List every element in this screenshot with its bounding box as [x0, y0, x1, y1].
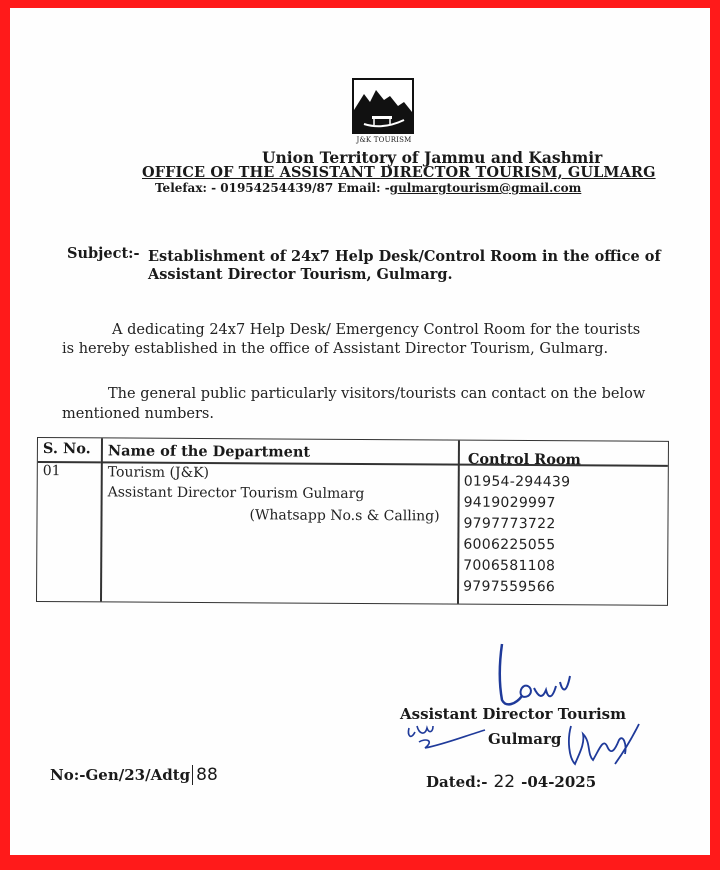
territory-heading: Union Territory of Jammu and Kashmir [262, 148, 603, 167]
phone-number[interactable]: 01954-294439 [463, 473, 571, 491]
paragraph-2-line-1: The general public particularly visitors/tourists can contact on the below [108, 386, 646, 402]
phone-number[interactable]: 9419029997 [463, 494, 556, 512]
dated-day: 22 [493, 772, 516, 792]
contact-line [155, 181, 581, 195]
reference-number [50, 765, 218, 785]
phone-number[interactable]: 9797773722 [463, 515, 556, 533]
signatory-place: Gulmarg [488, 730, 562, 748]
paragraph-1-line-1: A dedicating 24x7 Help Desk/ Emergency Control Room for the tourists [112, 322, 641, 338]
mountain-boat-icon [352, 78, 414, 134]
phone-number[interactable]: 7006581108 [463, 557, 556, 575]
phone-number[interactable]: 9797559566 [463, 578, 556, 596]
document-page [10, 8, 710, 855]
dated-label: Dated:- [426, 773, 488, 791]
subject-label: Subject:- [67, 245, 140, 262]
signatory-title: Assistant Director Tourism [400, 705, 626, 723]
header-department: Name of the Department [107, 442, 311, 461]
subject-text: Establishment of 24x7 Help Desk/Control Room in the office of Assistant Director Tourism, Gulmarg. [148, 248, 661, 283]
phone-number[interactable]: 6006225055 [463, 536, 556, 554]
row-department-line-2: Assistant Director Tourism Gulmarg [107, 484, 365, 503]
jk-tourism-logo [352, 78, 416, 144]
dated-line [426, 772, 596, 792]
contact-table [36, 437, 669, 606]
office-heading: OFFICE OF THE ASSISTANT DIRECTOR TOURISM, GULMARG [142, 164, 656, 181]
header-sno: S. No. [42, 440, 91, 458]
reference-prefix: No:-Gen/23/Adtg [50, 766, 191, 784]
dated-month-year: -04-2025 [521, 773, 597, 791]
row-sno: 01 [42, 463, 61, 480]
header-control-room: Control Room [467, 450, 581, 469]
reference-handwritten-number: 88 [192, 765, 218, 785]
email-link[interactable]: gulmargtourism@gmail.com [389, 181, 582, 195]
telefax-label: Telefax: - 01954254439/87 Email: - [155, 181, 390, 195]
initials-mark [405, 718, 495, 758]
paragraph-2-line-2: mentioned numbers. [62, 406, 214, 422]
logo-caption: J&K TOURISM [356, 136, 412, 144]
stamp-signature-mark [565, 720, 645, 770]
row-department-line-1: Tourism (J&K) [107, 464, 210, 482]
row-department-line-3: (Whatsapp No.s & Calling) [249, 507, 440, 525]
paragraph-1-line-2: is hereby established in the office of Assistant Director Tourism, Gulmarg. [62, 341, 609, 357]
